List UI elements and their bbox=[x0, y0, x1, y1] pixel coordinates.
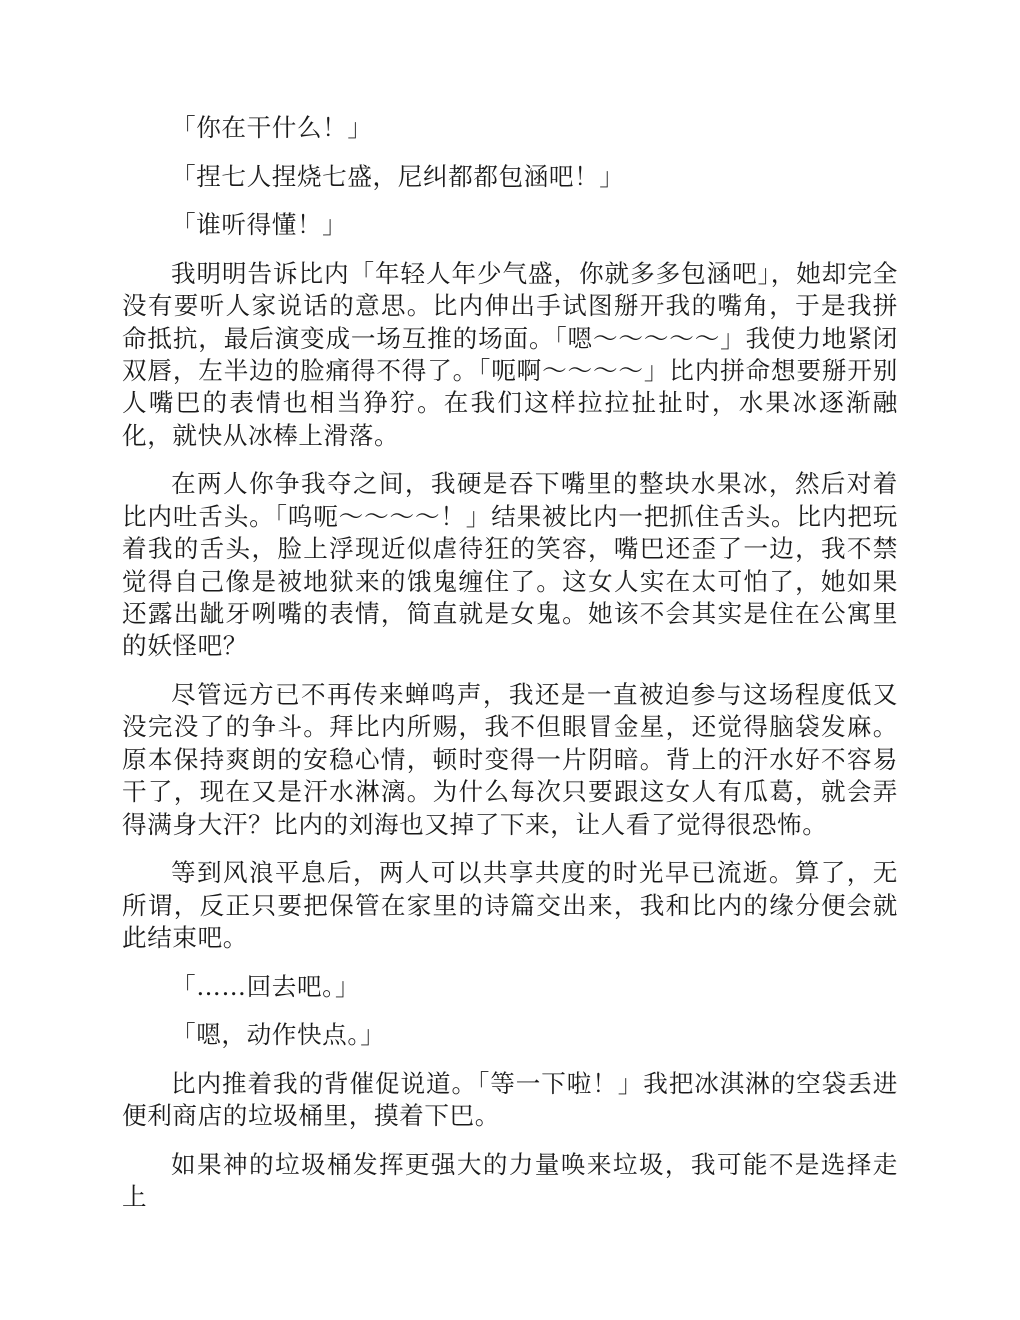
paragraph: 比内推着我的背催促说道。「等一下啦！」我把冰淇淋的空袋丢进便利商店的垃圾桶里，摸着下巴。 bbox=[122, 1068, 898, 1131]
paragraph: 我明明告诉比内「年轻人年少气盛，你就多多包涵吧」，她却完全没有要听人家说话的意思。比内伸出手试图掰开我的嘴角，于是我拼命抵抗，最后演变成一场互推的场面。「嗯～～～～～」我使力地紧闭双唇，左半边的脸痛得不得了。「呃啊～～～～」比内拼命想要掰开别人嘴巴的表情也相当狰狞。在我们这样拉拉扯扯时，水果冰逐渐融化，就快从冰棒上滑落。 bbox=[122, 258, 898, 450]
body-text bbox=[122, 112, 898, 1230]
dialogue-line: 「嗯，动作快点。」 bbox=[171, 1020, 386, 1050]
paragraph: 等到风浪平息后，两人可以共享共度的时光早已流逝。算了，无所谓，反正只要把保管在家里的诗篇交出来，我和比内的缘分便会就此结束吧。 bbox=[122, 858, 898, 953]
paragraph: 在两人你争我夺之间，我硬是吞下嘴里的整块水果冰，然后对着比内吐舌头。「呜呃～～～～！」结果被比内一把抓住舌头。比内把玩着我的舌头，脸上浮现近似虐待狂的笑容，嘴巴还歪了一边，我不禁觉得自己像是被地狱来的饿鬼缠住了。这女人实在太可怕了，她如果还露出龇牙咧嘴的表情，简直就是女鬼。她该不会其实是住在公寓里的妖怪吧？ bbox=[122, 469, 898, 661]
dialogue-line: 「谁听得懂！」 bbox=[171, 210, 348, 240]
dialogue-line: 「捏七人捏烧七盛，尼纠都都包涵吧！」 bbox=[171, 161, 625, 191]
paragraph: 尽管远方已不再传来蝉鸣声，我还是一直被迫参与这场程度低又没完没了的争斗。拜比内所赐，我不但眼冒金星，还觉得脑袋发麻。原本保持爽朗的安稳心情，顿时变得一片阴暗。背上的汗水好不容易干了，现在又是汗水淋漓。为什么每次只要跟这女人有瓜葛，就会弄得满身大汗？比内的刘海也又掉了下来，让人看了觉得很恐怖。 bbox=[122, 680, 898, 839]
dialogue-line: 「你在干什么！」 bbox=[171, 113, 373, 142]
paragraph: 如果神的垃圾桶发挥更强大的力量唤来垃圾，我可能不是选择走上 bbox=[122, 1149, 898, 1212]
dialogue-line: 「……回去吧。」 bbox=[171, 971, 361, 1001]
